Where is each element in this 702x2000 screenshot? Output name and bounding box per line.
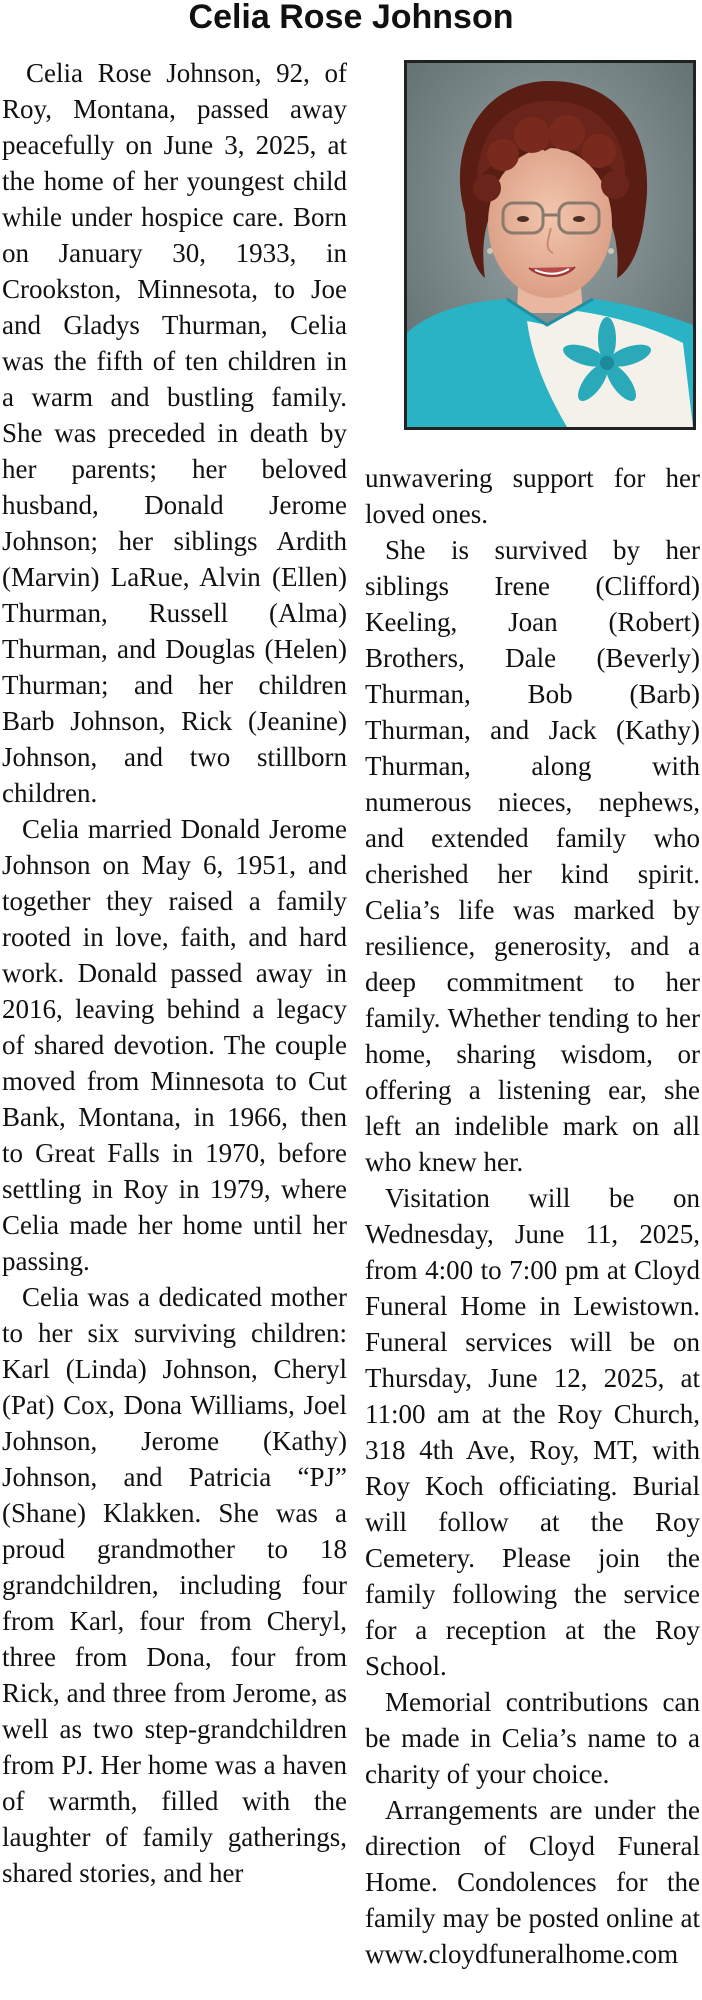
paragraph-marriage: Celia married Donald Jerome Johnson on May 6, 1951, and together they raised a family rooted in love, faith, and hard work. Donald passed away in 2016, leaving behind a legacy of shared devotion. The couple moved from Minnesota to Cut Bank, Montana, in 1966, then to Great Falls in 1970, before settling in Roy in 1979, where Celia made her home until her passing. <box>2 814 347 1276</box>
obituary-title: Celia Rose Johnson <box>188 0 514 36</box>
paragraph-intro: Celia Rose Johnson, 92, of Roy, Montana, passed away peacefully on June 3, 2025, at the home of her youngest child while under hospice care. Born on January 30, 1933, in Crookston, Minnesota, to Joe and Gladys Thurman, Celia was the fifth of ten children in a warm and bustling family. She was preceded in death by her parents; her beloved husband, Donald Jerome Johnson; her siblings Ardith (Marvin) LaRue, Alvin (Ellen) Thurman, Russell (Alma) Thurman, and Douglas (Helen) Thurman; and her children Barb Johnson, Rick (Jeanine) Johnson, and two stillborn children. <box>2 58 347 808</box>
paragraph-children: Celia was a dedicated mother to her six surviving children: Karl (Linda) Johnson, Cheryl (Pat) Cox, Dona Williams, Joel Johnson, Jerome (Kathy) Johnson, and Patricia “PJ” (Shane) Klakken. She was a proud grandmother to 18 grandchildren, including four from Karl, four from Cheryl, three from Dona, four from Rick, and three from Jerome, as well as two step-grandchildren from PJ. Her home was a haven of warmth, filled with the laughter of family gatherings, shared stories, and her <box>2 1282 347 1888</box>
paragraph-children-continued: unwavering support for her loved ones. <box>365 463 700 529</box>
paragraph-memorials: Memorial contributions can be made in Celia’s name to a charity of your choice. <box>365 1687 700 1789</box>
paragraph-services: Visitation will be on Wednesday, June 11, 2025, from 4:00 to 7:00 pm at Cloyd Funeral Home in Lewistown. Funeral services will be on Thursday, June 12, 2025, at 11:00 am at the Roy Church, 318 4th Ave, Roy, MT, with Roy Koch officiating. Burial will follow at the Roy Cemetery. Please join the family following the service for a reception at the Roy School. <box>365 1183 700 1681</box>
right-column <box>365 460 700 1972</box>
portrait-photo <box>404 60 696 430</box>
paragraph-survivors: She is survived by her siblings Irene (Clifford) Keeling, Joan (Robert) Brothers, Dale (Beverly) Thurman, Bob (Barb) Thurman, and Jack (Kathy) Thurman, along with numerous nieces, nephews, and extended family who cherished her kind spirit. Celia’s life was marked by resilience, generosity, and a deep commitment to her family. Whether tending to her home, sharing wisdom, or offering a listening ear, she left an indelible mark on all who knew her. <box>365 535 700 1177</box>
left-column <box>2 55 347 1891</box>
paragraph-arrangements: Arrangements are under the direction of Cloyd Funeral Home. Condolences for the family may be posted online at www.cloydfuneralhome.com <box>365 1795 700 1969</box>
